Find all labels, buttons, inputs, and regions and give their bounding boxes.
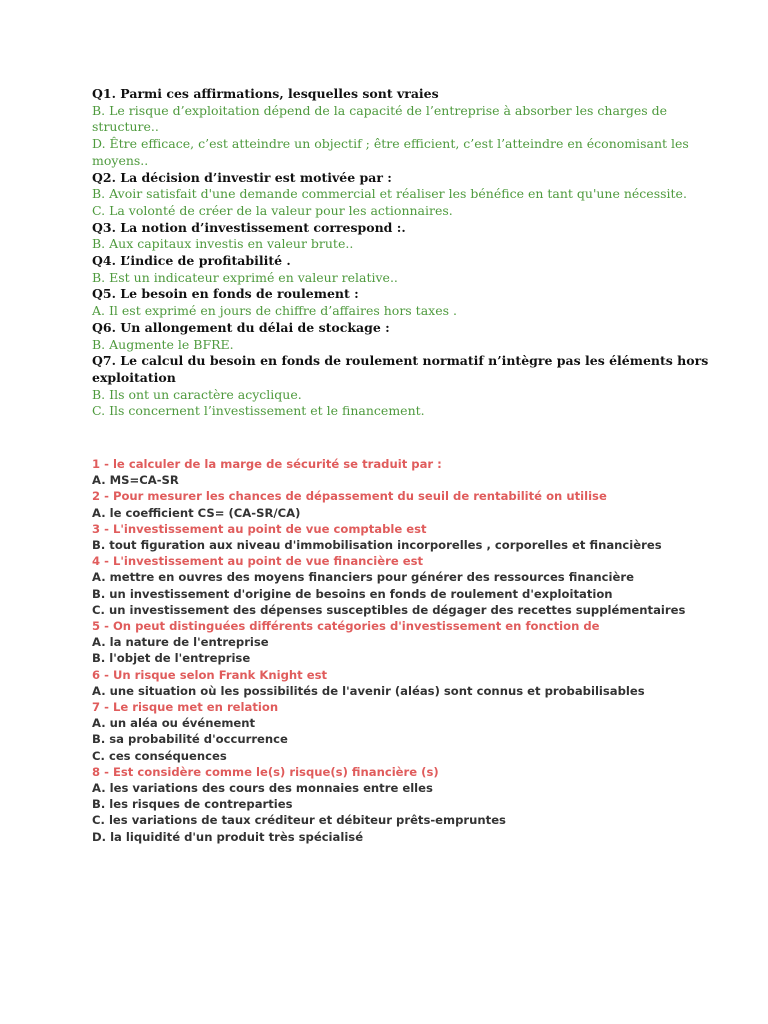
- qcm-section-sans: [92, 456, 732, 845]
- question-6: 6 - Un risque selon Frank Knight est: [92, 667, 328, 682]
- answer-1-a: A. MS=CA-SR: [92, 473, 179, 488]
- question-q4: Q4. L’indice de profitabilité .: [92, 253, 291, 269]
- answer-6-a: A. une situation où les possibilités de l'avenir (aléas) sont connus et probabilisables: [92, 683, 645, 698]
- question-4: 4 - L'investissement au point de vue financière est: [92, 554, 424, 569]
- answer-q1-b: B. Le risque d’exploitation dépend de la capacité de l’entreprise à absorber les charges de structure..: [92, 102, 668, 135]
- answer-5-a: A. la nature de l'entreprise: [92, 635, 269, 650]
- answer-8-b: B. les risques de contreparties: [92, 797, 293, 812]
- answer-q6-b: B. Augmente le BFRE.: [92, 336, 234, 352]
- answer-q5-a: A. Il est exprimé en jours de chiffre d’affaires hors taxes .: [92, 303, 457, 319]
- question-5: 5 - On peut distinguées différents catégories d'investissement en fonction de: [92, 619, 600, 634]
- answer-2-a: A. le coefficient CS= (CA-SR/CA): [92, 505, 301, 520]
- question-8: 8 - Est considère comme le(s) risque(s) financière (s): [92, 764, 439, 779]
- answer-7-c: C. ces conséquences: [92, 748, 227, 763]
- answer-7-a: A. un aléa ou événement: [92, 716, 256, 731]
- question-7: 7 - Le risque met en relation: [92, 700, 279, 715]
- answer-8-d: D. la liquidité d'un produit très spécialisé: [92, 829, 364, 844]
- question-q5: Q5. Le besoin en fonds de roulement :: [92, 286, 359, 302]
- answer-q3-b: B. Aux capitaux investis en valeur brute..: [92, 236, 354, 252]
- answer-4-a: A. mettre en ouvres des moyens financiers pour générer des ressources financière: [92, 570, 634, 585]
- answer-4-b: B. un investissement d'origine de besoins en fonds de roulement d'exploitation: [92, 586, 613, 601]
- question-2: 2 - Pour mesurer les chances de dépassement du seuil de rentabilité on utilise: [92, 489, 607, 504]
- question-q1: Q1. Parmi ces affirmations, lesquelles sont vraies: [92, 86, 439, 101]
- answer-8-c: C. les variations de taux créditeur et débiteur prêts-empruntes: [92, 813, 506, 828]
- answer-4-c: C. un investissement des dépenses susceptibles de dégager des recettes supplémentaires: [92, 602, 686, 617]
- answer-q2-b: B. Avoir satisfait d'une demande commercial et réaliser les bénéfice en tant qu'une nécessite.: [92, 186, 687, 202]
- question-q2: Q2. La décision d’investir est motivée par :: [92, 169, 392, 185]
- answer-8-a: A. les variations des cours des monnaies entre elles: [92, 781, 433, 796]
- question-1: 1 - le calculer de la marge de sécurité se traduit par :: [92, 457, 442, 471]
- answer-q7-b: B. Ils ont un caractère acyclique.: [92, 386, 302, 402]
- answer-q4-b: B. Est un indicateur exprimé en valeur relative..: [92, 269, 398, 285]
- answer-q7-c: C. Ils concernent l’investissement et le financement.: [92, 403, 425, 419]
- answer-q2-c: C. La volonté de créer de la valeur pour les actionnaires.: [92, 202, 453, 218]
- question-q7: Q7. Le calcul du besoin en fonds de roulement normatif n’intègre pas les éléments hors exploitation: [92, 353, 709, 385]
- question-q3: Q3. La notion d’investissement correspond :.: [92, 219, 406, 235]
- answer-7-b: B. sa probabilité d'occurrence: [92, 732, 288, 747]
- answer-5-b: B. l'objet de l'entreprise: [92, 651, 251, 666]
- question-3: 3 - L'investissement au point de vue comptable est: [92, 521, 427, 536]
- question-q6: Q6. Un allongement du délai de stockage :: [92, 319, 390, 335]
- answer-q1-d: D. Être efficace, c’est atteindre un objectif ; être efficient, c’est l’atteindre en économisant les moyens..: [92, 136, 689, 168]
- answer-3-b: B. tout figuration aux niveau d'immobilisation incorporelles , corporelles et financières: [92, 538, 662, 553]
- qcm-section-serif: [92, 86, 732, 420]
